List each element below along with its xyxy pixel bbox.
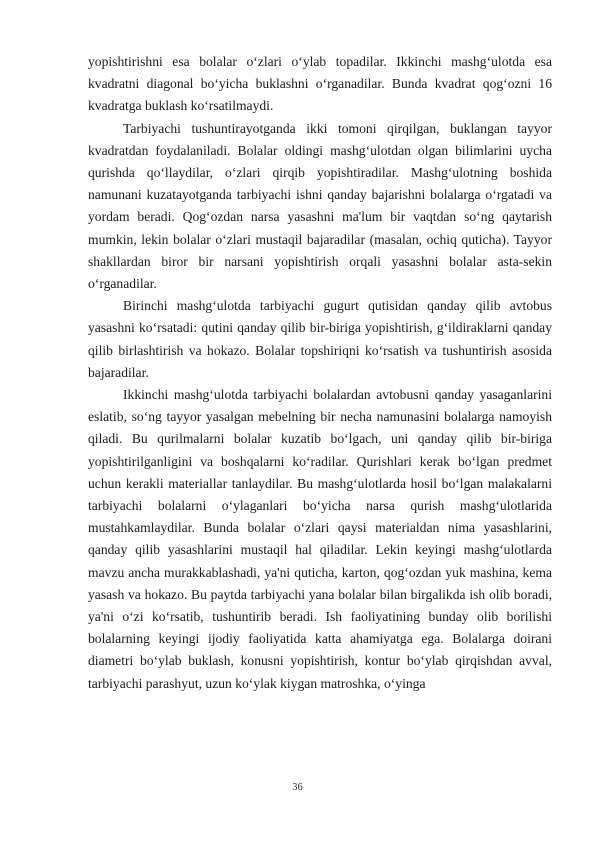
- paragraph-3: Birinchi mashg‘ulotda tarbiyachi gugurt qutisidan qanday qilib avtobus yasashni ko‘rsatadi: qutini qanday qilib bir-biriga yopishtirish, g‘ildiraklarni qanday qilib birlashtirish va hokazo. Bolalar topshiriqni ko‘rsatish va tushuntirish asosida bajaradilar.: [88, 298, 552, 380]
- paragraph-4: Ikkinchi mashg‘ulotda tarbiyachi bolalardan avtobusni qanday yasaganlarini eslatib, so‘ng tayyor yasalgan mebelning bir necha namunasini bolalarga namoyish qiladi. Bu qurilmalarni bolalar kuzatib bo‘lgach, uni qanday qilib bir-biriga yopishtirilganligini va boshqalarni ko‘radilar. Qurishlari kerak bo‘lgan predmet uchun kerakli materiallar tanlaydilar. Bu mashg‘ulotlarda hosil bo‘lgan malakalarni tarbiyachi bolalarni o‘ylaganlari bo‘yicha narsa qurish mashg‘ulotlarida mustahkamlaydilar. Bunda bolalar o‘zlari qaysi materialdan nima yasashlarini, qanday qilib yasashlarini mustaqil hal qiladilar. Lekin keyingi mashg‘ulotlarda mavzu ancha murakkablashadi, ya'ni quticha, karton, qog‘ozdan yuk mashina, kema yasash va hokazo. Bu paytda tarbiyachi yana bolalar bilan birgalikda ish olib boradi, ya'ni o‘zi ko‘rsatib, tushuntirib beradi. Ish faoliyatining bunday olib borilishi bolalarning keyingi ijodiy faoliyatida katta ahamiyatga ega. Bolalarga doirani diametri bo‘ylab buklash, konusni yopishtirish, kontur bo‘ylab qirqishdan avval, tarbiyachi parashyut, uzun ko‘ylak kiygan matroshka, o‘yinga: [88, 387, 552, 691]
- body-text: [88, 51, 552, 695]
- paragraph-1: yopishtirishni esa bolalar o‘zlari o‘ylab topadilar. Ikkinchi mashg‘ulotda esa kvadratni diagonal bo‘yicha buklashni o‘rganadilar. Bunda kvadrat qog‘ozni 16 kvadratga buklash ko‘rsatilmaydi.: [88, 54, 552, 114]
- paragraph-2: Tarbiyachi tushuntirayotganda ikki tomoni qirqilgan, buklangan tayyor kvadratdan foydalaniladi. Bolalar oldingi mashg‘ulotdan olgan bilimlarini uycha qurishda qo‘llaydilar, o‘zlari qirqib yopishtiradilar. Mashg‘ulotning boshida namunani kuzatayotganda tarbiyachi ishni qanday bajarishni bolalarga o‘rgatadi va yordam beradi. Qog‘ozdan narsa yasashni ma'lum bir vaqtdan so‘ng qaytarish mumkin, lekin bolalar o‘zlari mustaqil bajaradilar (masalan, ochiq quticha). Tayyor shakllardan biror bir narsani yopishtirish orqali yasashni bolalar asta-sekin o‘rganadilar.: [88, 120, 552, 292]
- page-number: 36: [292, 782, 303, 793]
